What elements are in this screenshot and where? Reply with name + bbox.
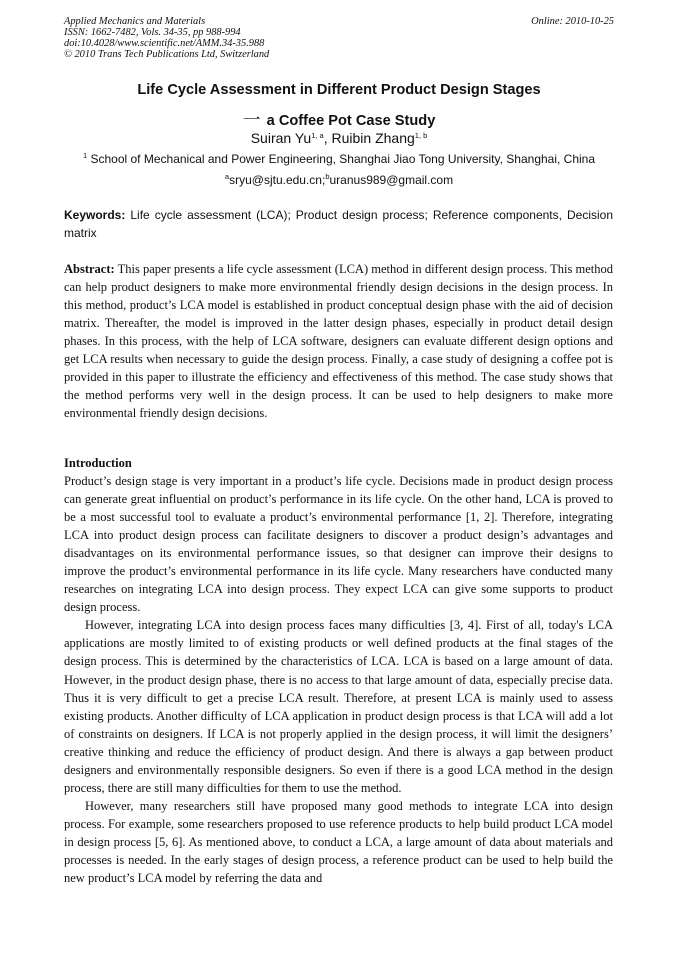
journal-copyright: © 2010 Trans Tech Publications Ltd, Switzerland xyxy=(64,49,270,60)
keywords xyxy=(64,206,613,242)
email-sup: b xyxy=(325,172,330,181)
paper-title-line2 xyxy=(0,106,678,132)
email-address: uranus989@gmail.com xyxy=(329,173,454,187)
journal-name: Applied Mechanics and Materials xyxy=(64,16,206,27)
abstract-label: Abstract: xyxy=(64,262,115,276)
author-separator: , xyxy=(323,130,332,146)
body-paragraph: However, integrating LCA into design process faces many difficulties [3, 4]. First of all, today's LCA applications are mostly limited to of existing products or well defined products at the final stages of the design process. This is determined by the characteristics of LCA. LCA is based on a large amount of data. However, in the product design phase, there is no access to that large amount of data, especially precise data. Thus it is very difficult to get a precise LCA result. Therefore, at present LCA is mainly used to assess existing products. Another difficulty of LCA application in product design process is that LCA will add a lot of constraints on designers. If LCA is not properly applied in the design process, it will limit the designers’ creative thinking and reduce the efficiency of product design. And there is always a gap between product designers and environmentally responsible designers. So even if there is a good LCA method in the design process, there are still many difficulties for them to use the method. xyxy=(64,618,613,795)
affiliation-number: 1 xyxy=(82,151,88,160)
section-heading: Introduction xyxy=(64,456,132,470)
journal-issn: ISSN: 1662-7482, Vols. 34-35, pp 988-994 xyxy=(64,27,241,38)
title-dash: 一 xyxy=(242,110,261,130)
affiliation-text: School of Mechanical and Power Engineering, Shanghai Jiao Tong University, Shanghai, China xyxy=(90,152,596,166)
author-name: Suiran Yu xyxy=(250,130,312,146)
author-emails xyxy=(0,173,678,187)
keywords-label: Keywords: xyxy=(64,208,126,222)
abstract xyxy=(64,260,613,422)
affiliation xyxy=(0,152,678,166)
paper-subtitle: a Coffee Pot Case Study xyxy=(266,113,436,129)
online-date: Online: 2010-10-25 xyxy=(531,16,614,27)
author-affil-sup: 1, a xyxy=(311,131,324,140)
introduction-body xyxy=(64,472,613,887)
author-affil-sup: 1, b xyxy=(414,131,428,140)
abstract-text: This paper presents a life cycle assessment (LCA) method in different design process. This method can help product designers to make more environmental friendly design decisions in the design process. In this method, product’s LCA model is established in product conceptual design phase with the aid of decision matrix. Thereafter, the model is improved in the latter design phases, especially in product detail design phases. In this process, with the help of LCA software, designers can evaluate different design options and get LCA results when necessary to guide the design process. Finally, a case study of designing a coffee pot is provided in this paper to illustrate the efficiency and effectiveness of this method. The case study shows that the method performs very well in the design process. It can be used to help designers to make more environmental friendly design decisions. xyxy=(64,262,613,420)
journal-header xyxy=(64,16,484,60)
body-paragraph: Product’s design stage is very important in a product’s life cycle. Decisions made in product design process can generate great influential on product’s performance in its life cycle. On the other hand, LCA is proved to be a most successful tool to evaluate a product’s environmental performance [1, 2]. Therefore, integrating LCA into product design process can facilitate designers to discover a product design’s advantages and disadvantages on its environmental performance issues, so that designer can improve their designs to improve the product’s environmental performance in its life cycle. Many researchers have conducted many researches on integrating LCA into design process. They expect LCA can give some supports to product design process. xyxy=(64,474,613,615)
email-sup: a xyxy=(224,172,230,181)
email-address: sryu@sjtu.edu.cn; xyxy=(229,173,326,187)
journal-doi: doi:10.4028/www.scientific.net/AMM.34-35.988 xyxy=(64,38,265,49)
keywords-text: Life cycle assessment (LCA); Product design process; Reference components, Decision matrix xyxy=(64,208,613,240)
author-list xyxy=(0,130,678,146)
author-name: Ruibin Zhang xyxy=(331,130,415,146)
paper-title-line1: Life Cycle Assessment in Different Product Design Stages xyxy=(137,82,541,98)
body-paragraph: However, many researchers still have proposed many good methods to integrate LCA into design process. For example, some researchers proposed to use reference products to help build product LCA model in design process [5, 6]. As mentioned above, to conduct a LCA, a large amount of data about materials and processes is needed. In the early stages of design process, a reference product can be used to help build the new product’s LCA model by referring the data and xyxy=(64,798,613,886)
